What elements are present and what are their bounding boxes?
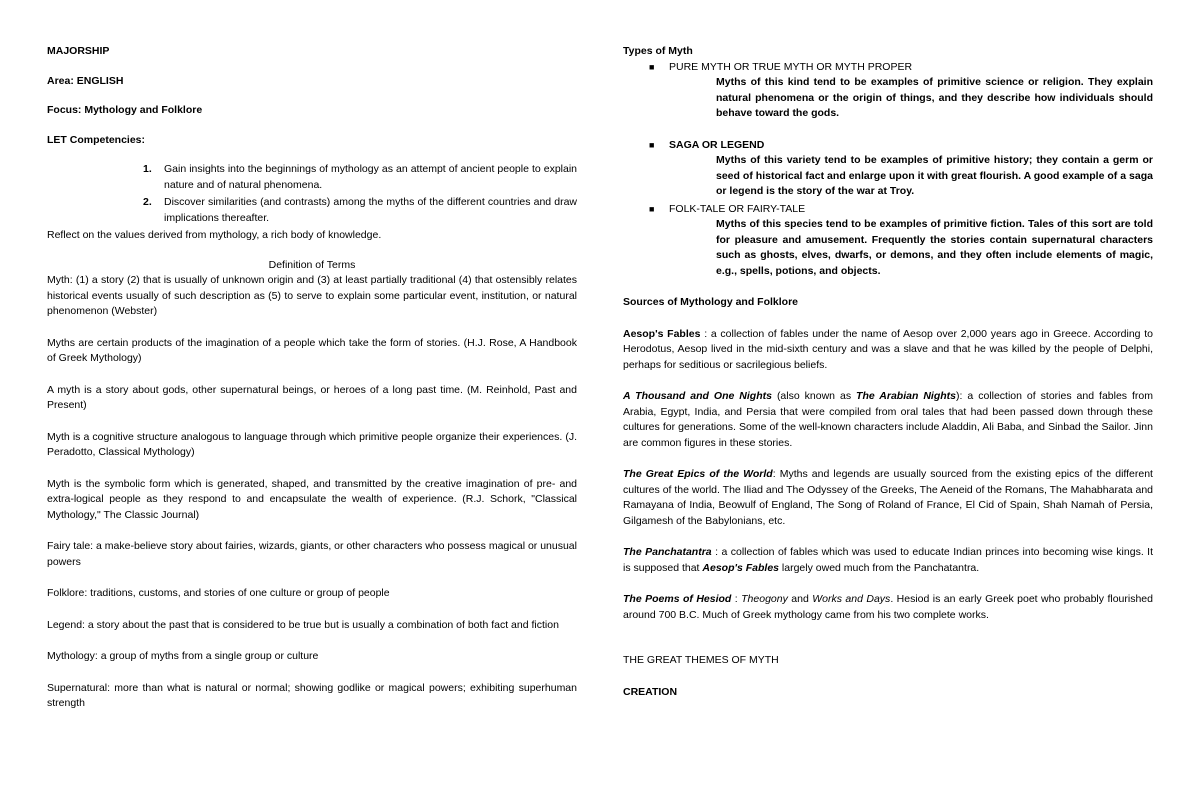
type-saga-legend xyxy=(623,138,1153,154)
type-folk-tale xyxy=(623,202,1153,218)
source-title: A Thousand and One Nights xyxy=(623,390,772,402)
right-column xyxy=(623,44,1153,700)
myth-definition-rose: Myths are certain products of the imagination of a people which take the form of stories. (H.J. Rose, A Handbook of Greek Mythology) xyxy=(47,336,577,364)
type-description: Myths of this kind tend to be examples of primitive science or religion. They explain natural phenomena or the origin of things, and they describe how individuals should behave toward the gods. xyxy=(716,76,1153,119)
source-text: : xyxy=(734,593,738,605)
source-great-epics xyxy=(623,467,1153,529)
source-arabian-nights xyxy=(623,389,1153,451)
majorship-heading: MAJORSHIP xyxy=(47,45,110,57)
source-text: ): a collection of stories and fables from Arabia, Egypt, India, and Persia that were compiled from oral tales that had been passed down through these cultures for generations. Some of the well-known characters include Aladdin, Ali Baba, and Sinbad the Sailor. Jinn are common figures in these stories. xyxy=(623,390,1154,449)
type-description: Myths of this species tend to be examples of primitive fiction. Tales of this sort are told for pleasure and amusement. Frequently the stories contain supernatural characters such as ghosts, elves, dwarfs, or demons, and they often include elements of magic, e.g., spells, potions, and objects. xyxy=(716,218,1153,277)
myth-definition-webster: Myth: (1) a story (2) that is usually of unknown origin and (3) at least partially traditional (4) that ostensibly relates historical events usually of such description as (5) to serve to explain some particular event, institution, or natural phenomenon (Webster) xyxy=(47,274,577,317)
great-themes-heading: THE GREAT THEMES OF MYTH xyxy=(623,654,779,666)
type-pure-myth xyxy=(623,60,1153,76)
square-bullet-icon: ■ xyxy=(649,203,655,214)
type-title: PURE MYTH OR TRUE MYTH OR MYTH PROPER xyxy=(669,60,913,73)
source-title: The Poems of Hesiod xyxy=(623,593,732,605)
square-bullet-icon: ■ xyxy=(649,61,655,72)
square-bullet-icon: ■ xyxy=(649,139,655,150)
fairy-tale-definition: Fairy tale: a make-believe story about fairies, wizards, giants, or other characters who possess magical or unusual powers xyxy=(47,540,577,568)
source-alt-title: The Arabian Nights xyxy=(856,390,957,402)
competency-number: 1. xyxy=(143,163,152,175)
source-hesiod xyxy=(623,592,1153,623)
competency-number: 2. xyxy=(143,196,152,208)
area-line: Area: ENGLISH xyxy=(47,74,124,87)
mythology-definition: Mythology: a group of myths from a single group or culture xyxy=(47,650,319,662)
focus-line: Focus: Mythology and Folklore xyxy=(47,104,203,116)
competency-item xyxy=(47,195,577,226)
source-text: largely owed much from the Panchatantra. xyxy=(781,561,980,574)
competency-item xyxy=(47,162,577,193)
source-inline-title: Theogony xyxy=(741,593,788,605)
source-aesop xyxy=(623,327,1153,374)
source-text: (also known as xyxy=(776,390,852,402)
type-title: SAGA OR LEGEND xyxy=(669,138,765,151)
myth-definition-peradotto: Myth is a cognitive structure analogous to language through which primitive people organize their experiences. (J. Peradotto, Classical Mythology) xyxy=(47,430,577,458)
source-text: . Hesiod is an early Greek poet who probably flourished around 700 B.C. Much of Greek mythology came from his two complete works. xyxy=(623,593,1153,621)
supernatural-definition: Supernatural: more than what is natural or normal; showing godlike or magical powers; exhibiting superhuman strength xyxy=(47,681,577,709)
myth-definition-reinhold: A myth is a story about gods, other supernatural beings, or heroes of a long past time. (M. Reinhold, Past and Present) xyxy=(47,383,577,411)
source-inline-title: Aesop's Fables xyxy=(702,561,779,574)
left-column xyxy=(47,44,577,712)
source-inline-title: Works and Days xyxy=(812,593,891,605)
creation-heading: CREATION xyxy=(623,685,678,698)
source-panchatantra xyxy=(623,545,1153,576)
source-text: : Myths and legends are usually sourced from the existing epics of the different cultures of the world. The Iliad and The Odyssey of the Greeks, The Aeneid of the Romans, The Mahabharata and Ramayana of India, Beowulf of England, The Song of Roland of France, El Cid of Spain, Shah Namah of Persia, Gilgamesh of the Babylonians, etc. xyxy=(623,468,1153,527)
competencies-list xyxy=(47,162,577,226)
legend-definition: Legend: a story about the past that is considered to be true but is usually a combination of both fact and fiction xyxy=(47,618,559,631)
source-text: : a collection of fables which was used to educate Indian princes into becoming wise kings. It is supposed that xyxy=(623,546,1154,574)
source-title: The Great Epics of the World xyxy=(623,468,773,480)
let-competencies-label: LET Competencies: xyxy=(47,133,146,146)
competency-text: Discover similarities (and contrasts) among the myths of the different countries and draw implications thereafter. xyxy=(164,196,577,224)
types-of-myth-heading: Types of Myth xyxy=(623,45,693,57)
sources-heading: Sources of Mythology and Folklore xyxy=(623,296,799,308)
source-text: and xyxy=(791,593,809,605)
reflection-line: Reflect on the values derived from mythology, a rich body of knowledge. xyxy=(47,229,382,241)
type-description: Myths of this variety tend to be examples of primitive history; they contain a germ or seed of historical fact and enlarge upon it with great flourish. A good example of a saga or legend is the story of the war at Troy. xyxy=(716,154,1153,197)
myth-definition-schork: Myth is the symbolic form which is generated, shaped, and transmitted by the creative imagination of pre- and extra-logical people as they respond to and encapsulate the wealth of experience. (R.J. Schork, "Classical Mythology," The Classic Journal) xyxy=(47,477,577,521)
type-title: FOLK-TALE OR FAIRY-TALE xyxy=(669,202,806,215)
source-title: Aesop's Fables xyxy=(623,327,701,340)
source-text: : a collection of fables under the name of Aesop over 2,000 years ago in Greece. According to Herodotus, Aesop lived in the mid-sixth century and was a slave and that he was killed by the people of Delphi, perhaps for seditious or sacrilegious beliefs. xyxy=(623,327,1154,371)
definition-heading: Definition of Terms xyxy=(268,258,356,271)
folklore-definition: Folklore: traditions, customs, and stories of one culture or group of people xyxy=(47,587,390,599)
competency-text: Gain insights into the beginnings of mythology as an attempt of ancient people to explain nature and of natural phenomena. xyxy=(164,163,577,191)
source-title: The Panchatantra xyxy=(623,546,712,558)
